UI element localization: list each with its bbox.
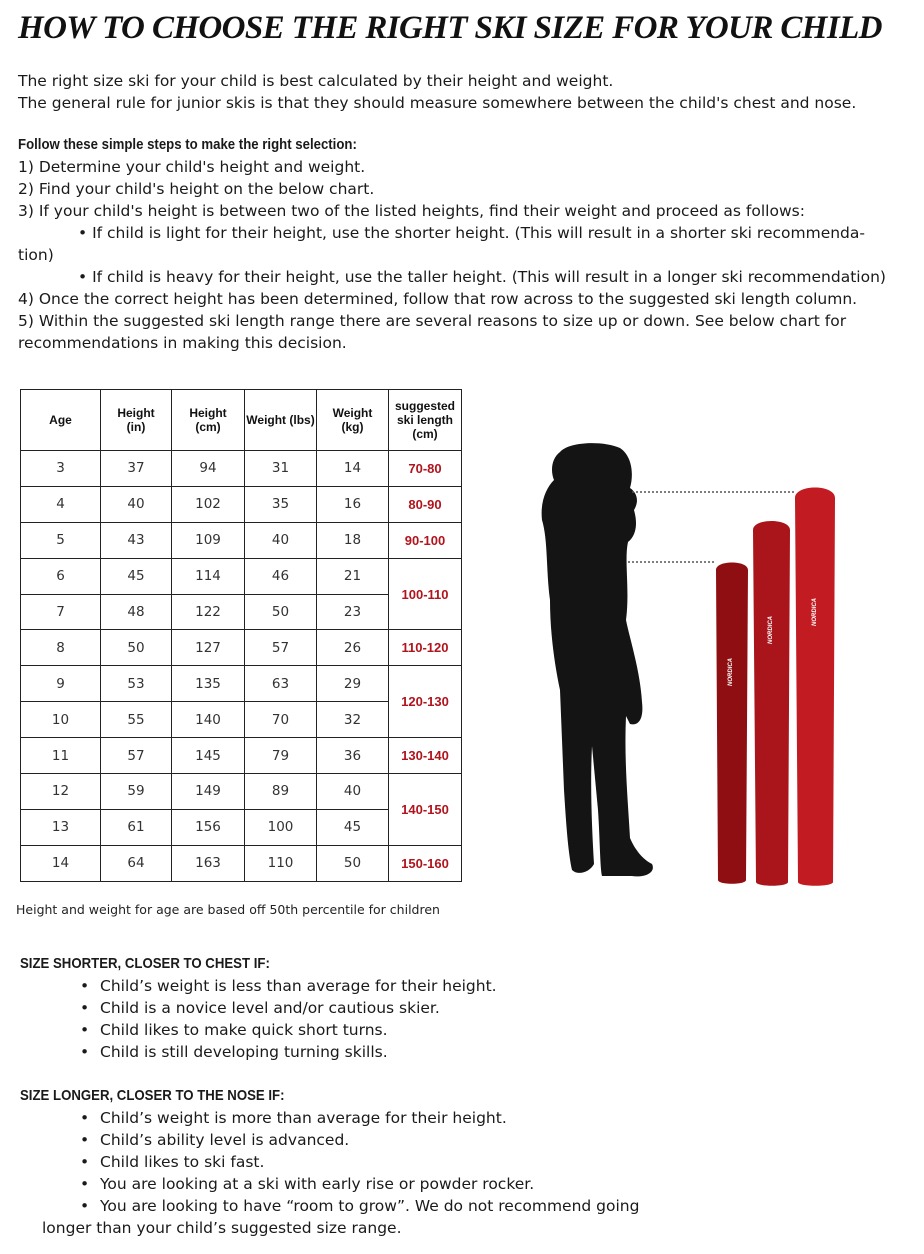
cell-weight-lbs: 110: [245, 845, 317, 881]
child-silhouette: [542, 443, 653, 876]
illustration-svg: [520, 440, 920, 890]
ski-short: [716, 563, 748, 884]
cell-height-cm: 109: [172, 522, 245, 558]
cell-weight-kg: 45: [317, 809, 389, 845]
step-5: 5) Within the suggested ski length range there are several reasons to size up or down. See below chart for: [18, 312, 847, 330]
list-item: • Child’s ability level is advanced.: [80, 1129, 639, 1151]
cell-age: 4: [21, 486, 101, 522]
cell-weight-kg: 16: [317, 486, 389, 522]
step-1: 1) Determine your child's height and weight.: [18, 158, 366, 176]
cell-weight-lbs: 100: [245, 809, 317, 845]
cell-height-in: 64: [101, 845, 172, 881]
cell-height-cm: 163: [172, 845, 245, 881]
cell-ski-length: 110-120: [389, 630, 462, 666]
cell-age: 12: [21, 774, 101, 810]
cell-ski-length: 120-130: [389, 666, 462, 738]
table-row: [21, 630, 462, 666]
cell-weight-lbs: 31: [245, 451, 317, 487]
size-shorter-section: [20, 953, 497, 1063]
cell-ski-length: 70-80: [389, 451, 462, 487]
cell-age: 8: [21, 630, 101, 666]
list-item: • Child is still developing turning skills.: [80, 1041, 497, 1063]
step-5-cont: recommendations in making this decision.: [18, 334, 347, 352]
table-row: [21, 486, 462, 522]
table-row: [21, 738, 462, 774]
cell-weight-lbs: 40: [245, 522, 317, 558]
cell-height-in: 53: [101, 666, 172, 702]
cell-weight-kg: 14: [317, 451, 389, 487]
list-item: • You are looking at a ski with early rise or powder rocker.: [80, 1173, 639, 1195]
cell-weight-kg: 29: [317, 666, 389, 702]
ski-brand-label: NORDICA: [728, 658, 734, 686]
cell-height-cm: 135: [172, 666, 245, 702]
cell-ski-length: 140-150: [389, 774, 462, 846]
cell-age: 9: [21, 666, 101, 702]
ski-size-table: [20, 389, 462, 882]
cell-height-in: 48: [101, 594, 172, 630]
intro-line: The general rule for junior skis is that they should measure somewhere between the child's chest and nose.: [18, 94, 857, 112]
cell-weight-lbs: 79: [245, 738, 317, 774]
skis: [716, 488, 835, 886]
cell-weight-kg: 40: [317, 774, 389, 810]
cell-age: 11: [21, 738, 101, 774]
cell-height-in: 43: [101, 522, 172, 558]
cell-weight-lbs: 89: [245, 774, 317, 810]
cell-height-in: 55: [101, 702, 172, 738]
step-3-bullet-light: • If child is light for their height, use the shorter height. (This will result in a shorter ski recommenda-: [78, 224, 865, 242]
cell-height-cm: 127: [172, 630, 245, 666]
cell-height-in: 61: [101, 809, 172, 845]
cell-height-in: 50: [101, 630, 172, 666]
cell-weight-lbs: 57: [245, 630, 317, 666]
cell-ski-length: 130-140: [389, 738, 462, 774]
intro: [18, 70, 856, 114]
list-item: • Child likes to ski fast.: [80, 1151, 639, 1173]
header-height-in: Height (in): [101, 390, 172, 451]
cell-weight-kg: 36: [317, 738, 389, 774]
cell-weight-kg: 23: [317, 594, 389, 630]
page-title: HOW TO CHOOSE THE RIGHT SKI SIZE FOR YOUR CHILD: [18, 10, 882, 46]
cell-height-cm: 122: [172, 594, 245, 630]
cell-height-in: 59: [101, 774, 172, 810]
table-row: [21, 666, 462, 702]
list-item: • Child’s weight is less than average for their height.: [80, 975, 497, 997]
ski-brand-label: NORDICA: [812, 598, 818, 626]
cell-weight-lbs: 70: [245, 702, 317, 738]
intro-line: The right size ski for your child is best calculated by their height and weight.: [18, 72, 614, 90]
child-with-skis-illustration: [520, 440, 920, 890]
steps-heading: Follow these simple steps to make the right selection:: [18, 136, 357, 153]
size-longer-section: [20, 1085, 639, 1239]
size-shorter-list: [20, 975, 497, 1063]
steps-section: [18, 134, 918, 354]
header-age: Age: [21, 390, 101, 451]
size-longer-tail: longer than your child’s suggested size range.: [42, 1219, 402, 1237]
step-3-bullet-heavy: • If child is heavy for their height, use the taller height. (This will result in a longer ski recommendation): [78, 268, 886, 286]
cell-height-cm: 145: [172, 738, 245, 774]
table-row: [21, 774, 462, 810]
table-row: [21, 522, 462, 558]
cell-weight-kg: 21: [317, 558, 389, 594]
cell-age: 7: [21, 594, 101, 630]
table-footnote: Height and weight for age are based off 50th percentile for children: [16, 902, 440, 917]
step-2: 2) Find your child's height on the below chart.: [18, 180, 375, 198]
cell-age: 13: [21, 809, 101, 845]
cell-height-in: 40: [101, 486, 172, 522]
cell-age: 5: [21, 522, 101, 558]
cell-height-in: 37: [101, 451, 172, 487]
cell-weight-lbs: 63: [245, 666, 317, 702]
header-weight-kg: Weight (kg): [317, 390, 389, 451]
cell-weight-lbs: 35: [245, 486, 317, 522]
cell-weight-lbs: 46: [245, 558, 317, 594]
list-item: • Child likes to make quick short turns.: [80, 1019, 497, 1041]
cell-ski-length: 90-100: [389, 522, 462, 558]
cell-age: 3: [21, 451, 101, 487]
cell-weight-kg: 50: [317, 845, 389, 881]
cell-ski-length: 80-90: [389, 486, 462, 522]
cell-height-cm: 94: [172, 451, 245, 487]
size-longer-heading: SIZE LONGER, CLOSER TO THE NOSE IF:: [20, 1087, 285, 1104]
size-shorter-heading: SIZE SHORTER, CLOSER TO CHEST IF:: [20, 955, 270, 972]
cell-weight-lbs: 50: [245, 594, 317, 630]
step-4: 4) Once the correct height has been determined, follow that row across to the suggested ski length column.: [18, 290, 858, 308]
cell-ski-length: 150-160: [389, 845, 462, 881]
cell-height-cm: 149: [172, 774, 245, 810]
ski-brand-label: NORDICA: [768, 616, 774, 644]
cell-weight-kg: 32: [317, 702, 389, 738]
ski-medium: [753, 521, 790, 886]
cell-height-cm: 102: [172, 486, 245, 522]
cell-height-cm: 156: [172, 809, 245, 845]
list-item: • You are looking to have “room to grow”. We do not recommend going: [80, 1195, 639, 1217]
header-weight-lbs: Weight (lbs): [245, 390, 317, 451]
cell-height-cm: 140: [172, 702, 245, 738]
cell-weight-kg: 26: [317, 630, 389, 666]
list-item: • Child’s weight is more than average for their height.: [80, 1107, 639, 1129]
cell-height-in: 57: [101, 738, 172, 774]
table-row: [21, 451, 462, 487]
header-ski-length: suggested ski length (cm): [389, 390, 462, 451]
cell-weight-kg: 18: [317, 522, 389, 558]
table-header-row: [21, 390, 462, 451]
list-item: • Child is a novice level and/or cautious skier.: [80, 997, 497, 1019]
header-height-cm: Height (cm): [172, 390, 245, 451]
cell-age: 14: [21, 845, 101, 881]
size-longer-list: [20, 1107, 639, 1217]
ski-long: [795, 488, 835, 886]
table-row: [21, 558, 462, 594]
cell-height-cm: 114: [172, 558, 245, 594]
cell-age: 10: [21, 702, 101, 738]
cell-age: 6: [21, 558, 101, 594]
cell-height-in: 45: [101, 558, 172, 594]
table-row: [21, 845, 462, 881]
step-3-bullet-light-cont: tion): [18, 246, 54, 264]
step-3: 3) If your child's height is between two of the listed heights, find their weight and proceed as follows:: [18, 202, 805, 220]
cell-ski-length: 100-110: [389, 558, 462, 630]
